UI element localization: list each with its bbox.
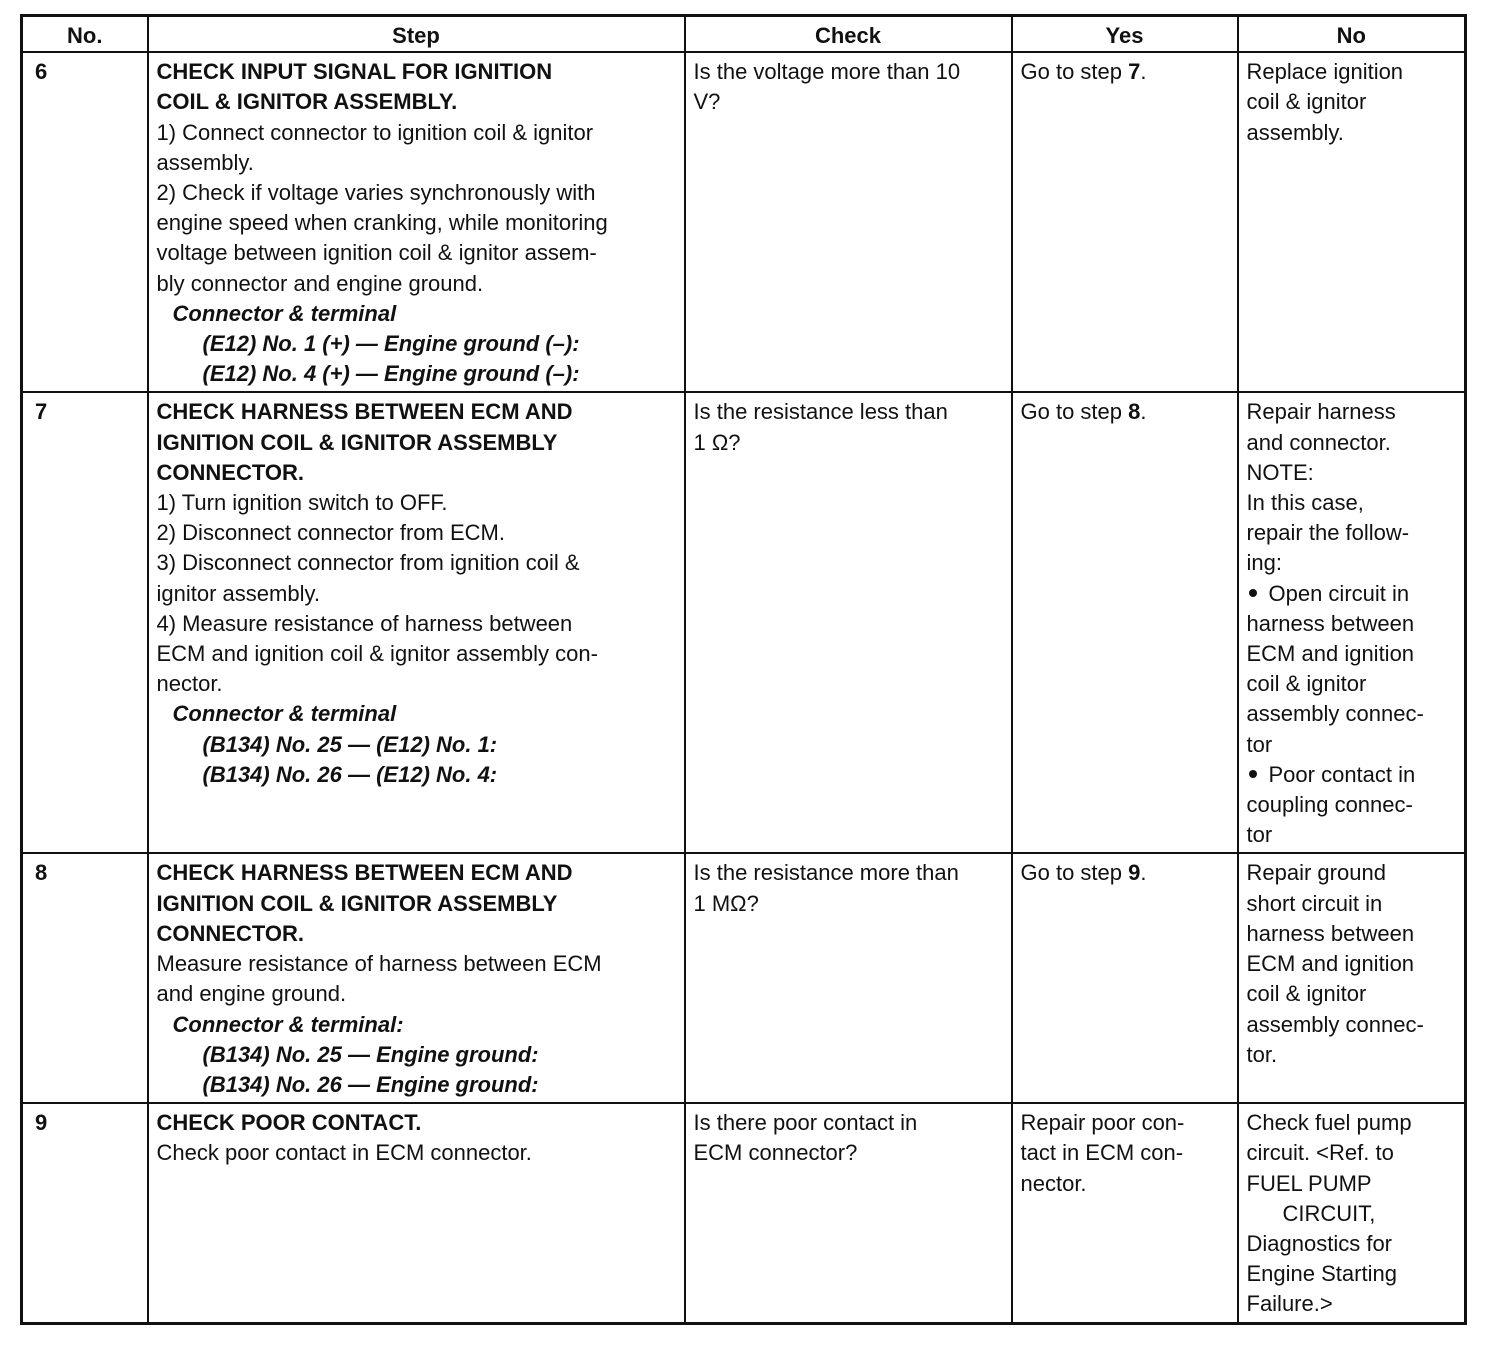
no-text-line: ECM and ignition — [1246, 641, 1415, 667]
step-text-line: voltage between ignition coil & ignitor assem- — [156, 240, 597, 266]
no-cell — [1238, 52, 1466, 392]
no-text-line: Diagnostics for — [1246, 1230, 1393, 1256]
no-text-line: repair the follow- — [1246, 520, 1410, 546]
table-row — [22, 392, 1466, 853]
check-cell — [685, 52, 1012, 392]
bullet-text: Open circuit in — [1268, 580, 1410, 606]
check-cell — [685, 853, 1012, 1103]
no-text-line: tor — [1246, 731, 1273, 757]
no-text-line: Check fuel pump — [1246, 1110, 1412, 1136]
step-title-line: CHECK INPUT SIGNAL FOR IGNITION — [156, 59, 553, 85]
no-text-line: ing: — [1246, 550, 1282, 576]
step-number: 9 — [22, 1103, 148, 1323]
step-title-line: CHECK POOR CONTACT. — [156, 1110, 422, 1136]
step-cell — [148, 52, 685, 392]
check-text-line: 1 Ω? — [693, 429, 741, 455]
no-text-line: ECM and ignition — [1246, 951, 1415, 977]
no-text-line: and connector. — [1246, 429, 1391, 455]
no-text-line: CIRCUIT, — [1282, 1200, 1376, 1226]
no-text-line: coil & ignitor — [1246, 89, 1367, 115]
step-text-line: 3) Disconnect connector from ignition coil & — [156, 550, 580, 576]
no-text-line: FUEL PUMP — [1246, 1170, 1372, 1196]
header-check: Check — [685, 16, 1012, 53]
no-text-line: Replace ignition — [1246, 59, 1404, 85]
step-title-line: CONNECTOR. — [156, 459, 304, 485]
no-text-line: coil & ignitor — [1246, 981, 1367, 1007]
yes-step-number: 9 — [1128, 860, 1141, 886]
step-title-line: CONNECTOR. — [156, 920, 304, 946]
no-text-line: circuit. <Ref. to — [1246, 1140, 1394, 1166]
yes-cell — [1012, 392, 1238, 853]
step-text-line: 2) Disconnect connector from ECM. — [156, 520, 505, 546]
header-row — [22, 16, 1466, 53]
yes-suffix: . — [1140, 399, 1147, 425]
check-text-line: Is the resistance more than — [693, 860, 959, 886]
step-number: 8 — [22, 853, 148, 1103]
step-text-line: Check poor contact in ECM connector. — [156, 1140, 532, 1166]
step-title-line: CHECK HARNESS BETWEEN ECM AND — [156, 860, 573, 886]
step-text-line: engine speed when cranking, while monitoring — [156, 210, 608, 236]
table-row — [22, 52, 1466, 392]
no-text-line: NOTE: — [1246, 459, 1314, 485]
check-text-line: Is there poor contact in — [693, 1110, 918, 1136]
step-text-line: 1) Connect connector to ignition coil & ignitor — [156, 119, 594, 145]
yes-cell — [1012, 1103, 1238, 1323]
yes-step-number: 7 — [1128, 59, 1141, 85]
step-title-line: IGNITION COIL & IGNITOR ASSEMBLY — [156, 890, 558, 916]
yes-suffix: . — [1140, 59, 1147, 85]
connector-terminal: (B134) No. 25 — (E12) No. 1: — [202, 731, 498, 757]
no-text-line: harness between — [1246, 610, 1415, 636]
connector-terminal: (B134) No. 26 — (E12) No. 4: — [202, 761, 498, 787]
yes-text-line: tact in ECM con- — [1020, 1140, 1184, 1166]
connector-terminal: (B134) No. 26 — Engine ground: — [202, 1071, 539, 1097]
bullet-text: Poor contact in — [1268, 761, 1416, 787]
bullet-icon — [1249, 770, 1257, 778]
no-text-line: harness between — [1246, 920, 1415, 946]
step-text-line: bly connector and engine ground. — [156, 270, 484, 296]
bullet-icon — [1249, 589, 1257, 597]
table-row — [22, 853, 1466, 1103]
step-text-line: 1) Turn ignition switch to OFF. — [156, 490, 448, 516]
yes-step-number: 8 — [1128, 399, 1141, 425]
step-text-line: nector. — [156, 671, 223, 697]
no-cell — [1238, 392, 1466, 853]
no-text-line: assembly. — [1246, 119, 1344, 145]
diagnostic-table — [20, 14, 1467, 1325]
no-text-line: Repair harness — [1246, 399, 1396, 425]
yes-text: Go to step — [1020, 399, 1129, 425]
connector-terminal: (B134) No. 25 — Engine ground: — [202, 1041, 539, 1067]
step-number: 6 — [22, 52, 148, 392]
yes-text-line: nector. — [1020, 1170, 1087, 1196]
yes-cell — [1012, 52, 1238, 392]
header-no: No. — [22, 16, 148, 53]
yes-text-line: Repair poor con- — [1020, 1110, 1185, 1136]
step-text-line: 2) Check if voltage varies synchronously with — [156, 180, 596, 206]
no-text-line: assembly connec- — [1246, 1011, 1424, 1037]
connector-heading: Connector & terminal — [172, 701, 397, 727]
step-title-line: CHECK HARNESS BETWEEN ECM AND — [156, 399, 573, 425]
step-text-line: and engine ground. — [156, 981, 347, 1007]
no-text-line: Repair ground — [1246, 860, 1386, 886]
yes-text: Go to step — [1020, 860, 1129, 886]
no-text-line: tor. — [1246, 1041, 1278, 1067]
check-text-line: 1 MΩ? — [693, 890, 759, 916]
no-text-line: coupling connec- — [1246, 792, 1413, 818]
step-text-line: 4) Measure resistance of harness between — [156, 610, 573, 636]
bullet-item — [1247, 579, 1457, 609]
connector-terminal: (E12) No. 1 (+) — Engine ground (–): — [202, 331, 580, 357]
no-text-line: Engine Starting — [1246, 1261, 1397, 1287]
step-cell — [148, 1103, 685, 1323]
step-text-line: ECM and ignition coil & ignitor assembly con- — [156, 641, 598, 667]
connector-heading: Connector & terminal — [172, 300, 397, 326]
step-cell — [148, 392, 685, 853]
step-text-line: ignitor assembly. — [156, 580, 320, 606]
step-cell — [148, 853, 685, 1103]
no-text-line: tor — [1246, 822, 1273, 848]
header-no-column: No — [1238, 16, 1466, 53]
connector-terminal: (E12) No. 4 (+) — Engine ground (–): — [202, 361, 580, 387]
header-yes: Yes — [1012, 16, 1238, 53]
bullet-item — [1247, 760, 1457, 790]
step-title-line: COIL & IGNITOR ASSEMBLY. — [156, 89, 458, 115]
yes-text: Go to step — [1020, 59, 1129, 85]
no-text-line: Failure.> — [1246, 1291, 1333, 1317]
step-text-line: assembly. — [156, 149, 254, 175]
check-cell — [685, 1103, 1012, 1323]
yes-suffix: . — [1140, 860, 1147, 886]
no-cell — [1238, 1103, 1466, 1323]
table-row — [22, 1103, 1466, 1323]
no-text-line: coil & ignitor — [1246, 671, 1367, 697]
no-text-line: In this case, — [1246, 490, 1364, 516]
connector-heading: Connector & terminal: — [172, 1011, 404, 1037]
check-text-line: ECM connector? — [693, 1140, 858, 1166]
check-text-line: V? — [693, 89, 721, 115]
no-text-line: assembly connec- — [1246, 701, 1424, 727]
check-cell — [685, 392, 1012, 853]
step-title-line: IGNITION COIL & IGNITOR ASSEMBLY — [156, 429, 558, 455]
no-text-line: short circuit in — [1246, 890, 1383, 916]
step-number: 7 — [22, 392, 148, 853]
check-text-line: Is the voltage more than 10 — [693, 59, 961, 85]
header-step: Step — [148, 16, 685, 53]
check-text-line: Is the resistance less than — [693, 399, 948, 425]
step-text-line: Measure resistance of harness between ECM — [156, 951, 602, 977]
yes-cell — [1012, 853, 1238, 1103]
no-cell — [1238, 853, 1466, 1103]
